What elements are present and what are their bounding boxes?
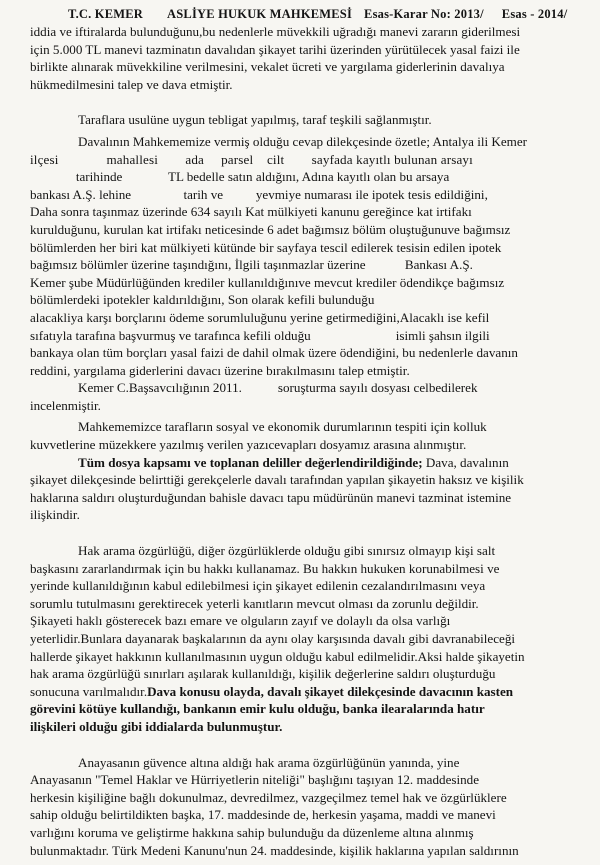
text-line: iddia ve iftiralarda bulunduğunu,bu nedenlerle müvekkili uğradığı manevi zararın giderilmesi: [30, 24, 521, 39]
text-line: Davalının Mahkememize vermiş olduğu cevap dilekçesinde özetle; Antalya ili Kemer: [78, 133, 528, 149]
paragraph-prosecutor-file: [30, 379, 586, 414]
text-line: bölümlerdeki ipotekler kaldırıldığını, Son olarak kefili bulunduğu: [30, 292, 375, 308]
text-line: sahip olduğu belirtildikten başka, 17. maddesinde de, herkesin yaşama, maddi ve manevi: [30, 807, 496, 823]
text-line: herkesin kişiliğine bağlı dokunulmaz, devredilmez, vazgeçilmez temel hak ve özgürlüklere: [30, 789, 507, 805]
text-line: [30, 454, 586, 472]
text-line: kurulduğunu, kurulan kat irtifakı neticesinde 6 adet bağımsız bölüm oluştuğunuve bağımsız: [30, 221, 511, 237]
text-line: başkasını zararlandırmak için bu hakkı kullanamaz. Bu hakkın hukuken korunabilmesi ve: [30, 560, 500, 576]
bold-finding-text: görevini kötüye kullandığı, bankanın emir kulu olduğu, banka ilearalarında hatır: [30, 701, 485, 717]
text-line: Anayasanın "Temel Haklar ve Hürriyetlerin niteliği" başlığını taşıyan 12. maddesinde: [30, 772, 480, 788]
paragraph-constitution: [30, 754, 586, 860]
text-line: hak arama özgürlüğü sınırları aşılarak kullanıldığı, kişilik değerlerine saldırı oluşturduğu: [30, 666, 496, 682]
paragraph-claim-summary: [30, 23, 586, 93]
text-line: bölümlerden her biri kat mülkiyeti kütünde bir sayfaya tescil edilerek tesisin edilen ipotek: [30, 239, 502, 255]
conclusion-text: sonucuna varılmalıdır.: [30, 683, 148, 699]
paragraph-right-to-petition: [30, 542, 586, 736]
text-line: bankaya olan tüm borçları yasal faizi de dahil olmak üzere ödendiğini, bu nedenlerle davanın: [30, 345, 518, 361]
text-line: bulunmaktadır. Türk Medeni Kanunu'nun 24. maddesinde, kişilik haklarına yapılan saldırının: [30, 842, 519, 858]
text-line: yerinde kullanıldığının kabul edilebilmesi için şikayet edilenin cezalandırılmasını veya: [30, 578, 486, 594]
text-line: ilişkindir.: [30, 507, 80, 523]
document-header: [68, 6, 586, 22]
case-number: Esas-Karar No: 2013/: [364, 7, 484, 21]
paragraph-police-inquiry: [30, 418, 586, 453]
text-line: [30, 683, 586, 701]
text-line: incelenmiştir.: [30, 397, 101, 413]
text-line: Kemer şube Müdürlüğünden krediler kullanıldığınıve mevcut krediler ödendikçe bağımsız: [30, 274, 505, 290]
text-line: haklarına saldırı oluşturduğundan bahisle davacı tapu müdürünün manevi tazminat istemine: [30, 489, 512, 505]
document-body: [30, 23, 586, 859]
paragraph-evaluation: [30, 454, 586, 524]
court-prefix: T.C. KEMER: [68, 7, 144, 21]
text-line: için 5.000 TL manevi tazminatın davalıdan şikayet tarihi üzerinden yürütülecek yasal faizi ile: [30, 41, 520, 57]
evaluation-heading: Tüm dosya kapsamı ve toplanan deliller değerlendirildiğinde;: [78, 454, 423, 470]
text-line: alacakliya karşı borçlarını ödeme sorumluluğunu yerine getirmediğini,Alacaklı ise kefil: [30, 309, 490, 325]
text-line: ilçesi mahallesi ada parsel cilt sayfada kayıtlı bulunan arsayı: [30, 151, 473, 167]
text-line: bağımsız bölümler üzerine taşındığını, İlgili taşınmazlar üzerine Bankası A.Ş.: [30, 257, 473, 273]
text-line: sorumlu tutulmasını gerektirecek yeterli kanıtların mevcut olması da zorunlu değildir.: [30, 595, 479, 611]
bold-finding-text: ilişkileri olduğu gibi iddialarda bulunmuştur.: [30, 718, 283, 734]
text-line: Anayasanın güvence altına aldığı hak arama özgürlüğünün yanında, yine: [78, 754, 460, 770]
text-line: Taraflara usulüne uygun tebligat yapılmış, taraf teşkili sağlanmıştır.: [78, 112, 432, 128]
text-line: reddini, yargılama giderlerini davacı üzerine bırakılmasını talep etmiştir.: [30, 362, 410, 378]
text-line: Hak arama özgürlüğü, diğer özgürlüklerde olduğu gibi sınırsız olmayıp kişi salt: [78, 543, 496, 559]
case-year: Esas - 2014/: [501, 7, 568, 21]
text-line: yeterlidir.Bunlara dayanarak başkalarının da aynı olay karşısında davalı gibi davranabileceği: [30, 631, 516, 646]
text-line: hükmedilmesini talep ve dava etmiştir.: [30, 76, 233, 92]
text-line: Şikayeti haklı gösterecek bazı emare ve olguların zayıf ve dolaylı da olsa varlığı: [30, 613, 451, 629]
text-line: tarihinde TL bedelle satın aldığını, Adına kayıtlı olan bu arsaya: [30, 169, 450, 185]
text-line: Daha sonra taşınmaz üzerinde 634 sayılı Kat mülkiyeti kanunu gereğince kat irtifakı: [30, 204, 472, 220]
court-name: ASLİYE HUKUK MAHKEMESİ: [167, 7, 353, 21]
evaluation-heading-continuation: Dava, davalının: [422, 454, 509, 470]
text-line: birlikte alınarak müvekkiline verilmesini, vekalet ücreti ve yargılama giderlerinin davalıya: [30, 59, 505, 75]
text-line: şikayet dilekçesinde belirttiği gerekçelerle davalı tarafından yapılan şikayetin haksız ve kişilik: [30, 472, 524, 488]
text-line: Kemer C.Başsavcılığının 2011. soruşturma sayılı dosyası celbedilerek: [78, 380, 478, 396]
text-line: kuvvetlerine müzekkere yazılmış verilen yazıcevapları dosyamız arasına alınmıştır.: [30, 437, 467, 453]
text-line: bankası A.Ş. lehine tarih ve yevmiye numarası ile ipotek tesis edildiğini,: [30, 186, 488, 202]
paragraph-defendant-response: [30, 133, 586, 379]
text-line: sıfatıyla tarafına başvurmuş ve tarafınca kefili olduğu isimli şahsın ilgili: [30, 327, 490, 343]
text-line: varlığını koruma ve geliştirme hakkına sahip bulunduğu da düzenleme altına alınmış: [30, 824, 474, 840]
bold-finding-text: Dava konusu olayda, davalı şikayet dilekçesinde davacının kasten: [147, 683, 514, 699]
text-line: hallerde şikayet hakkının kullanılmasının uygun olduğu kabul edilmelidir.Aksi halde şikayetin: [30, 648, 525, 664]
text-line: Mahkememizce tarafların sosyal ve ekonomik durumlarının tespiti için kolluk: [78, 419, 487, 435]
paragraph-notification: [30, 111, 586, 129]
